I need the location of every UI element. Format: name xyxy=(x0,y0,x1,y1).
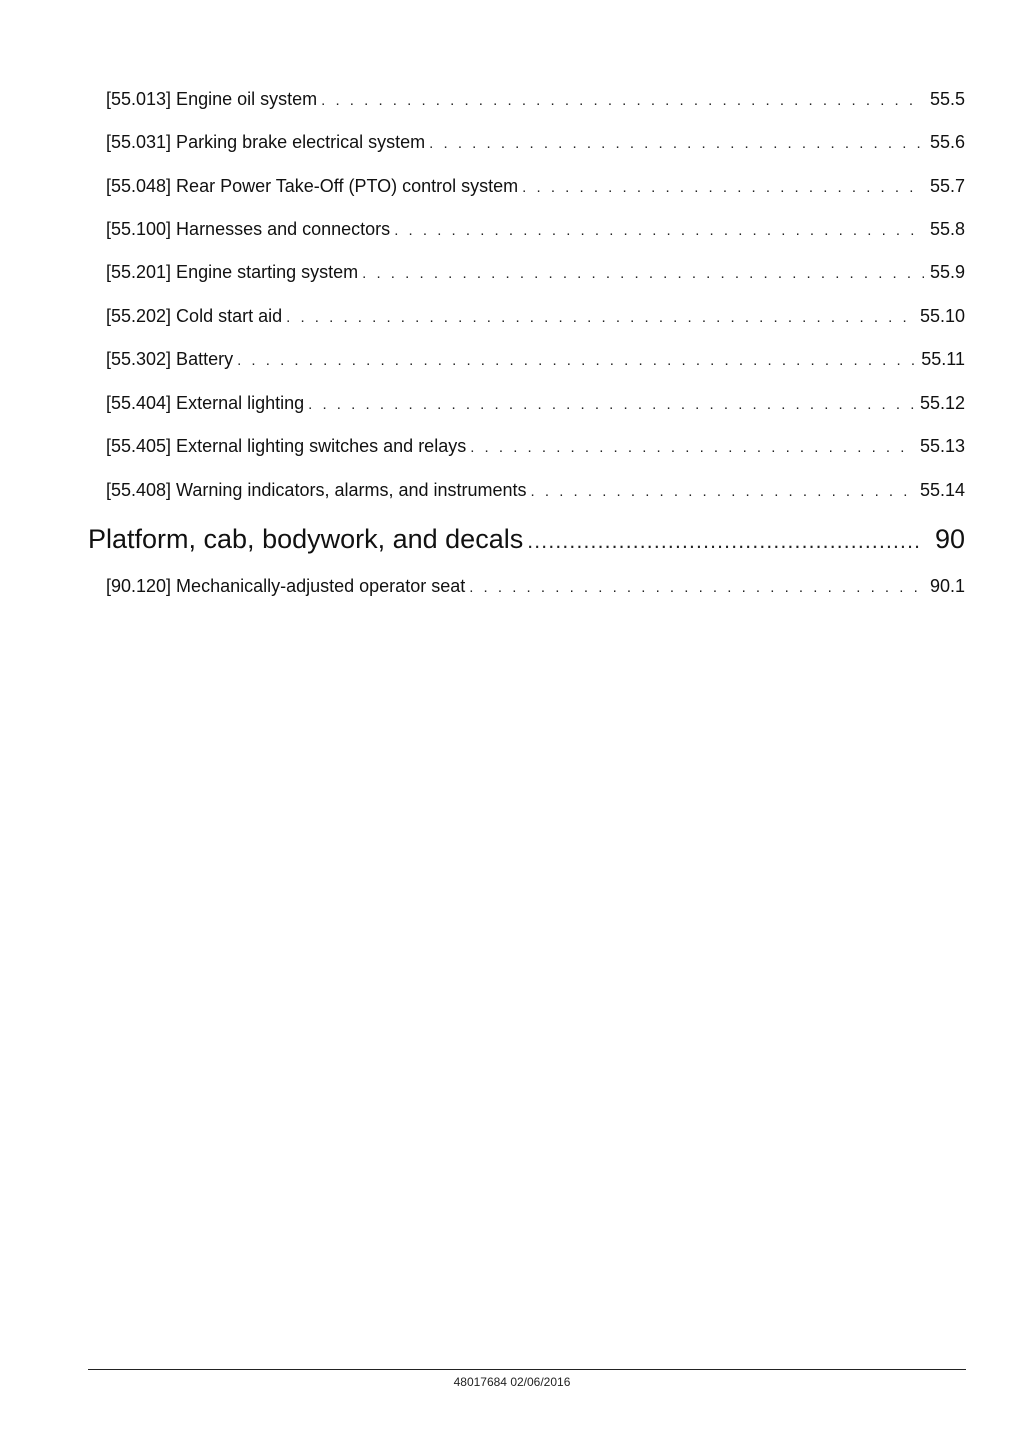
toc-entry-label: [55.013] Engine oil system xyxy=(106,89,318,109)
dot-leader xyxy=(522,179,924,196)
toc-entry[interactable] xyxy=(106,349,965,373)
toc-entry-page: 55.11 xyxy=(921,349,965,369)
dot-leader xyxy=(527,530,921,554)
toc-entry-page: 90.1 xyxy=(929,576,965,596)
dot-leader xyxy=(429,135,924,152)
toc-entry-label: [55.100] Harnesses and connectors xyxy=(106,219,391,239)
footer-doc-ref: 48017684 02/06/2016 xyxy=(453,1375,571,1389)
toc-entry-label: [55.302] Battery xyxy=(106,349,234,369)
dot-leader xyxy=(470,439,914,456)
toc-chapter-label: Platform, cab, bodywork, and decals xyxy=(88,524,524,554)
dot-leader xyxy=(531,483,914,500)
toc-entry-label: [55.405] External lighting switches and relays xyxy=(106,436,467,456)
dot-leader xyxy=(394,222,924,239)
dot-leader xyxy=(308,396,914,413)
toc-entry[interactable] xyxy=(106,89,965,113)
dot-leader xyxy=(286,309,914,326)
toc-entry[interactable] xyxy=(106,262,965,286)
dot-leader xyxy=(237,352,915,369)
toc-entry[interactable] xyxy=(106,480,965,504)
toc-entry[interactable] xyxy=(106,393,965,417)
toc-entry-label: [55.404] External lighting xyxy=(106,393,305,413)
dot-leader xyxy=(321,92,924,109)
toc-entry-label: [90.120] Mechanically-adjusted operator seat xyxy=(106,576,466,596)
toc-chapter-page: 90 xyxy=(934,524,965,554)
toc-entry[interactable] xyxy=(106,436,965,460)
toc-entry-page: 55.10 xyxy=(919,306,965,326)
toc-entry-label: [55.202] Cold start aid xyxy=(106,306,283,326)
toc-entry-page: 55.9 xyxy=(929,262,965,282)
footer-divider xyxy=(88,1369,966,1370)
toc-entry-page: 55.13 xyxy=(919,436,965,456)
dot-leader xyxy=(362,265,924,282)
toc-chapter[interactable] xyxy=(88,524,965,558)
toc-entry-page: 55.14 xyxy=(919,480,965,500)
toc-entry-label: [55.408] Warning indicators, alarms, and instruments xyxy=(106,480,527,500)
toc-entry[interactable] xyxy=(106,176,965,200)
toc-entry-label: [55.031] Parking brake electrical system xyxy=(106,132,426,152)
toc-entry[interactable] xyxy=(106,576,965,600)
toc-entry-page: 55.8 xyxy=(929,219,965,239)
toc-entry-page: 55.12 xyxy=(919,393,965,413)
dot-leader xyxy=(469,579,924,596)
toc-entry-label: [55.201] Engine starting system xyxy=(106,262,359,282)
toc-entry[interactable] xyxy=(106,219,965,243)
toc-entry-label: [55.048] Rear Power Take-Off (PTO) control system xyxy=(106,176,519,196)
toc-entry-page: 55.6 xyxy=(929,132,965,152)
toc-entry[interactable] xyxy=(106,306,965,330)
toc-entry-page: 55.5 xyxy=(929,89,965,109)
toc-entry-page: 55.7 xyxy=(929,176,965,196)
toc-entry[interactable] xyxy=(106,132,965,156)
